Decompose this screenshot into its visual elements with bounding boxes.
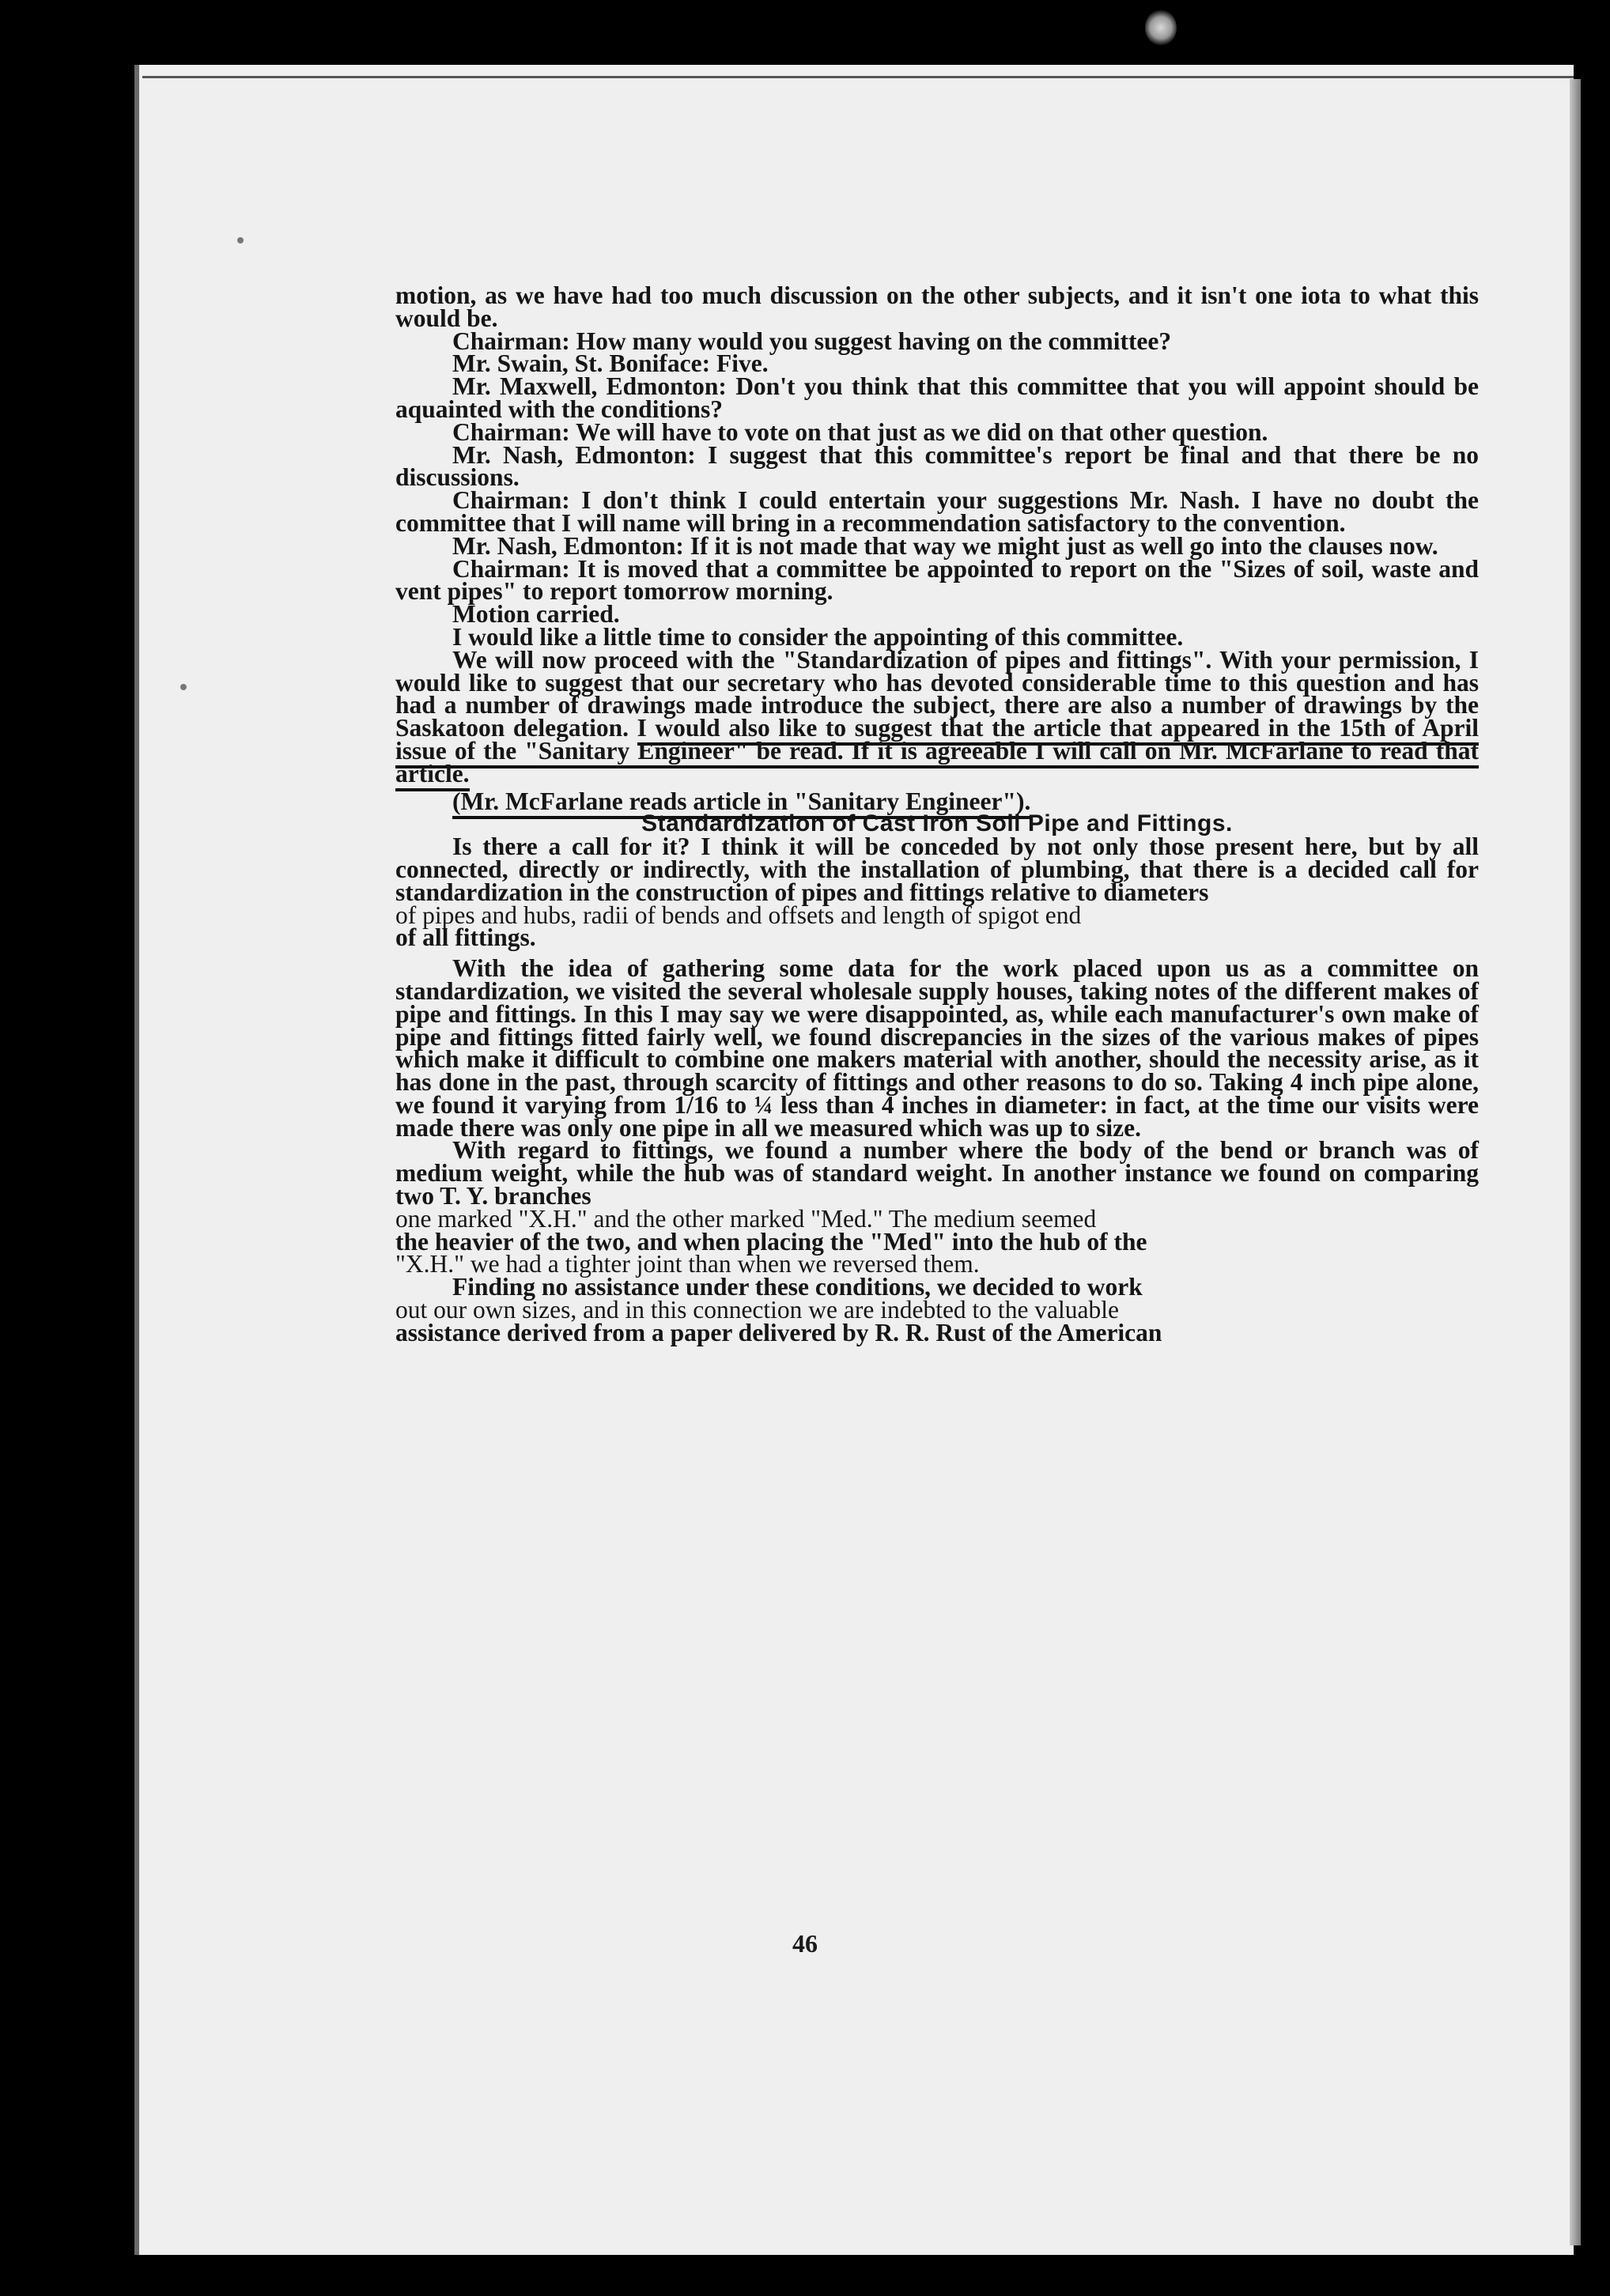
paragraph: the heavier of the two, and when placing the "Med" into the hub of the <box>395 1227 1147 1256</box>
top-border-line <box>142 76 1574 78</box>
paragraph-text: We will now proceed with the "Standardization of pipes and fittings". With your permission, I would like to suggest that our secretary who has devoted considerable time to this question and has had a number of drawings made introduce the subject, there are also a number of drawings by the Saskatoon delegation. <box>395 645 1479 742</box>
paragraph: Finding no assistance under these conditions, we decided to work <box>452 1273 1143 1301</box>
paragraph: Is there a call for it? I think it will be conceded by not only those present here, but by all connected, directly or indirectly, with the installation of plumbing, that there is a decided call for standardization in the construction of pipes and fittings relative to diameters <box>395 833 1479 906</box>
underlined-text: I would also like to suggest that the article that appeared in the 15th of April issue of the "Sanitary Engineer" be read. If it is agreeable I will call on Mr. McFarlane to read that article. <box>395 714 1479 791</box>
paragraph: of all fittings. <box>395 923 536 952</box>
paragraph: Mr. Maxwell, Edmonton: Don't you think that this committee that you will appoint should be aquainted with the conditions? <box>395 372 1479 423</box>
page-edge-shadow <box>1570 79 1581 2245</box>
paragraph: I would like a little time to consider the appointing of this committee. <box>452 622 1184 651</box>
paragraph: With the idea of gathering some data for the work placed upon us as a committee on standardization, we visited the several wholesale supply houses, taking notes of the different makes of pipe and fittings. In this I may say we were disappointed, as, while each manufacturer's own make of pipe and fittings fitted fairly well, we found discrepancies in the sizes of the various makes of pipes which make it difficult to combine one makers material with another, should the necessity arise, as it has done in the past, through scarcity of fittings and other reasons to do so. Taking 4 inch pipe alone, we found it varying from 1/16 to ¼ less than 4 inches in diameter: in fact, at the time our visits were made there was only one pipe in all we measured which was up to size. <box>395 954 1479 1142</box>
paragraph: Chairman: It is moved that a committee be appointed to report on the "Sizes of soil, waste and vent pipes" to report tomorrow morning. <box>395 554 1479 606</box>
paragraph: assistance derived from a paper delivered by R. R. Rust of the American <box>395 1318 1162 1346</box>
paragraph: Mr. Nash, Edmonton: If it is not made that way we might just as well go into the clauses now. <box>452 531 1438 560</box>
paragraph: motion, as we have had too much discussion on the other subjects, and it isn't one iota to what this would be. <box>395 281 1479 332</box>
paragraph: Motion carried. <box>452 600 620 629</box>
paragraph: Mr. Swain, St. Boniface: Five. <box>452 349 769 378</box>
paragraph: Chairman: How many would you suggest having on the committee? <box>452 327 1172 355</box>
underlined-text: (Mr. McFarlane reads article in "Sanitary Engineer"). <box>452 787 1030 819</box>
paragraph: one marked "X.H." and the other marked "Med." The medium seemed <box>395 1204 1097 1233</box>
paragraph: Chairman: I don't think I could entertain your suggestions Mr. Nash. I have no doubt the committee that I will name will bring in a recommendation satisfactory to the convention. <box>395 486 1479 537</box>
scan-speck <box>1145 9 1177 46</box>
paragraph: With regard to fittings, we found a number where the body of the bend or branch was of medium weight, while the hub was of standard weight. In another instance we found on comparing two T. Y. branches <box>395 1136 1479 1210</box>
paragraph: Mr. Nash, Edmonton: I suggest that this committee's report be final and that there be no discussions. <box>395 440 1479 492</box>
paragraph: Chairman: We will have to vote on that just as we did on that other question. <box>452 417 1268 446</box>
paragraph <box>395 645 1480 787</box>
paragraph: out our own sizes, and in this connection we are indebted to the valuable <box>395 1296 1119 1324</box>
paragraph <box>395 787 1479 815</box>
paragraph: of pipes and hubs, radii of bends and offsets and length of spigot end <box>395 901 1082 929</box>
scan-dot <box>180 684 187 690</box>
section-heading: Standardization of Cast Iron Soil Pipe and Fittings. <box>641 810 1233 837</box>
page-number: 46 <box>792 1929 818 1958</box>
paragraph: "X.H." we had a tighter joint than when we reversed them. <box>395 1250 980 1278</box>
scan-dot <box>237 237 244 244</box>
body-text <box>395 281 1480 1346</box>
